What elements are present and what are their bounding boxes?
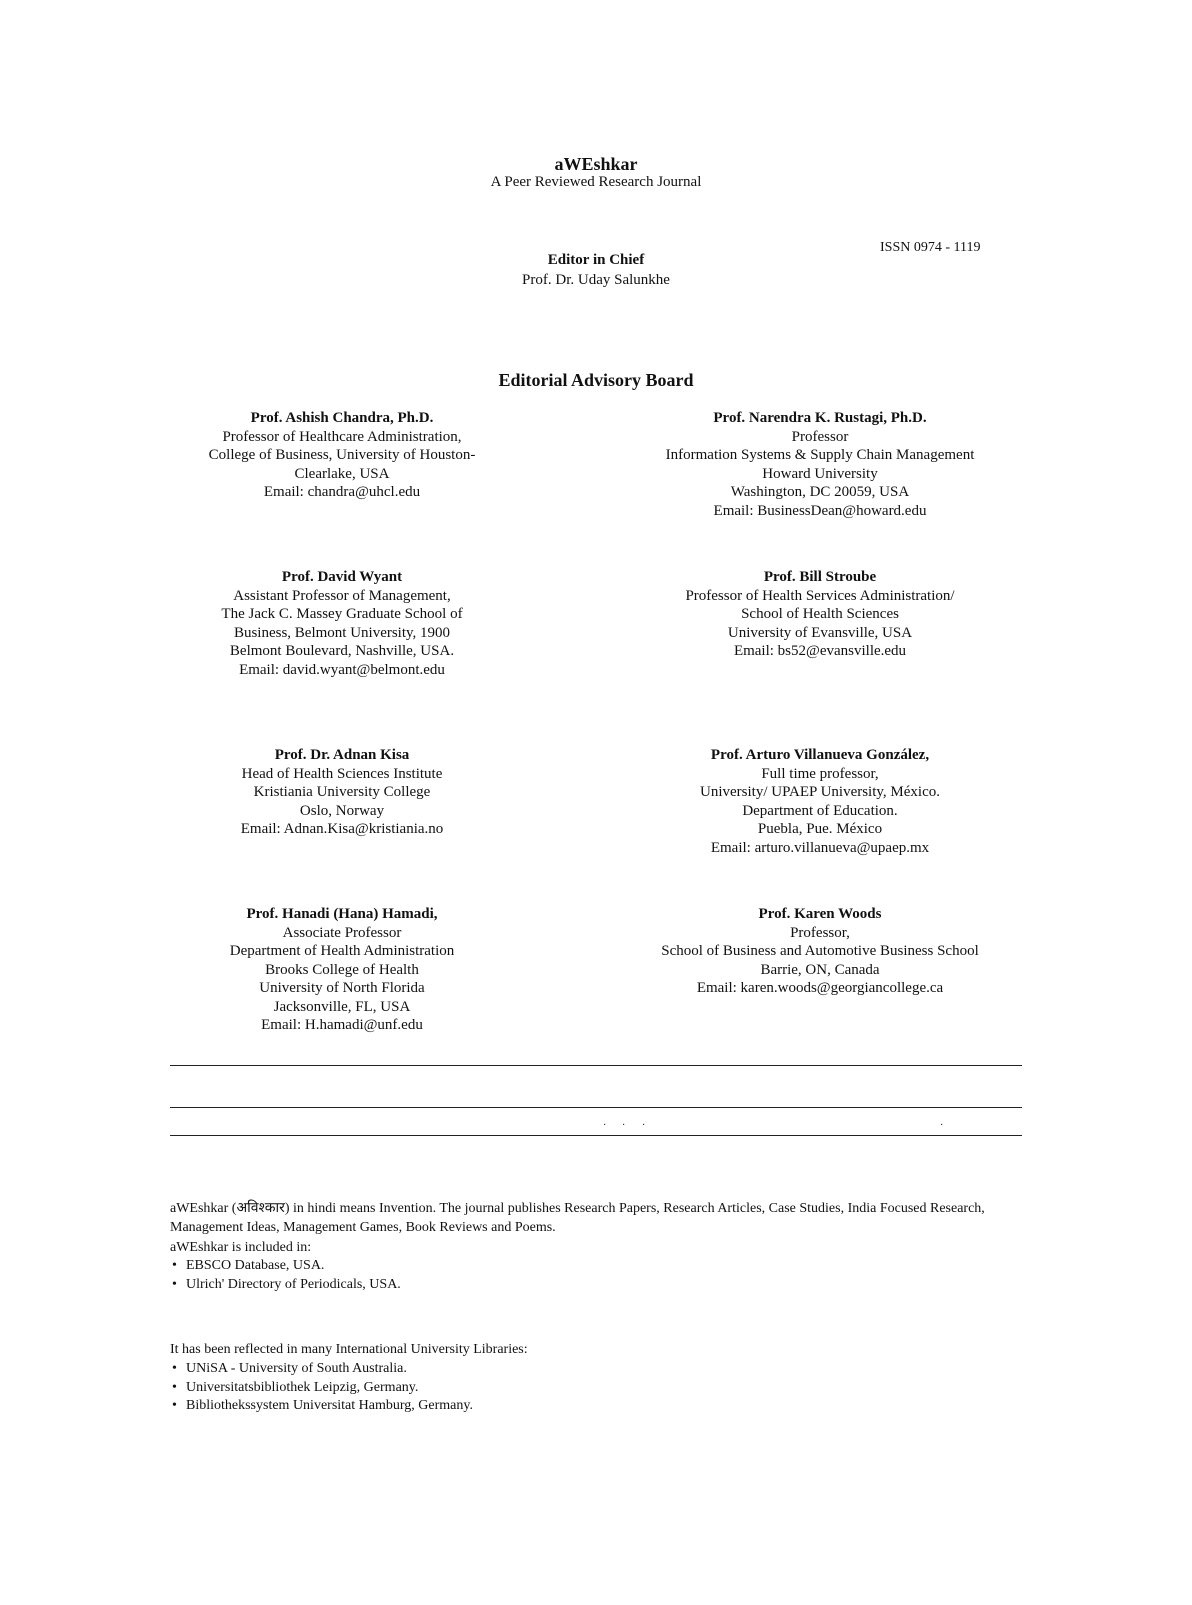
member-name: Prof. Karen Woods <box>758 906 882 922</box>
member-line: University of North Florida <box>259 980 425 996</box>
list-item <box>170 1276 401 1295</box>
member-email: Email: chandra@uhcl.edu <box>263 484 421 500</box>
member-line: The Jack C. Massey Graduate School of <box>221 606 463 622</box>
member-name: Prof. Narendra K. Rustagi, Ph.D. <box>713 410 927 426</box>
journal-subtitle: A Peer Reviewed Research Journal <box>490 174 702 190</box>
included-list <box>170 1257 401 1294</box>
list-item-text: Bibliothekssystem Universitat Hamburg, Germany. <box>186 1398 473 1413</box>
faint-dot: · <box>642 1120 646 1131</box>
board-member <box>122 409 562 502</box>
board-member <box>600 905 1040 998</box>
board-member <box>600 568 1040 661</box>
member-line: College of Business, University of Houston- <box>208 447 476 463</box>
member-name: Prof. Arturo Villanueva González, <box>710 747 930 763</box>
included-label: aWEshkar is included in: <box>170 1240 312 1255</box>
member-line: Barrie, ON, Canada <box>760 961 880 978</box>
member-name: Prof. David Wyant <box>281 569 403 585</box>
member-line: Professor, <box>790 924 850 941</box>
list-item <box>170 1360 473 1379</box>
member-line: Professor of Healthcare Administration, <box>222 428 462 445</box>
member-line: Puebla, Pue. México <box>757 821 883 837</box>
member-line: Clearlake, USA <box>294 465 390 482</box>
board-member <box>600 409 1040 520</box>
issn-label: ISSN 0974 - 1119 <box>880 240 981 255</box>
about-intro: aWEshkar (अविश्कार) in hindi means Invention. The journal publishes Research Papers, Research Articles, Case Studies, India Focused Research, Management Ideas, Management Games, Book Reviews and Poems. <box>170 1201 985 1235</box>
member-line: Washington, DC 20059, USA <box>730 484 910 500</box>
member-line: Information Systems & Supply Chain Management <box>665 447 975 463</box>
member-email: Email: arturo.villanueva@upaep.mx <box>710 839 930 856</box>
member-line: School of Business and Automotive Business School <box>661 943 979 959</box>
member-email: Email: BusinessDean@howard.edu <box>713 502 927 519</box>
member-line: Department of Education. <box>742 802 898 819</box>
faint-dot: · <box>603 1120 607 1131</box>
member-email: Email: karen.woods@georgiancollege.ca <box>696 980 944 996</box>
list-item-text: EBSCO Database, USA. <box>186 1258 325 1273</box>
list-item <box>170 1397 473 1416</box>
divider-rule <box>170 1065 1022 1066</box>
member-line: Oslo, Norway <box>299 802 385 819</box>
member-name: Prof. Ashish Chandra, Ph.D. <box>250 410 434 426</box>
list-item <box>170 1257 401 1276</box>
journal-title: aWEshkar <box>554 154 638 174</box>
editor-in-chief-name: Prof. Dr. Uday Salunkhe <box>522 272 670 288</box>
member-line: Business, Belmont University, 1900 <box>233 624 451 641</box>
editor-in-chief-label: Editor in Chief <box>547 252 645 268</box>
member-email: Email: bs52@evansville.edu <box>733 643 907 659</box>
member-name: Prof. Hanadi (Hana) Hamadi, <box>246 906 438 922</box>
member-line: Howard University <box>762 465 878 482</box>
member-email: Email: Adnan.Kisa@kristiania.no <box>240 821 444 837</box>
libraries-list <box>170 1360 473 1416</box>
board-member <box>600 746 1040 857</box>
member-line: Professor of Health Services Administration/ <box>685 587 955 604</box>
member-line: Associate Professor <box>282 924 402 941</box>
list-item-text: Universitatsbibliothek Leipzig, Germany. <box>186 1379 419 1395</box>
member-line: Brooks College of Health <box>265 961 419 978</box>
bullet-icon: • <box>172 1276 177 1292</box>
libraries-label: It has been reflected in many International University Libraries: <box>170 1342 528 1357</box>
divider-rule <box>170 1135 1022 1136</box>
member-line: University/ UPAEP University, México. <box>700 784 940 800</box>
member-line: Full time professor, <box>761 765 879 782</box>
member-line: Head of Health Sciences Institute <box>241 765 443 782</box>
member-name: Prof. Bill Stroube <box>763 569 877 585</box>
bullet-icon: • <box>172 1258 177 1273</box>
bullet-icon: • <box>172 1379 177 1395</box>
faint-dot: · <box>622 1120 626 1131</box>
divider-rule <box>170 1107 1022 1108</box>
board-title: Editorial Advisory Board <box>498 370 694 390</box>
board-member <box>122 905 562 1035</box>
member-line: University of Evansville, USA <box>727 624 913 641</box>
member-line: School of Health Sciences <box>741 606 899 622</box>
member-line: Professor <box>791 428 849 445</box>
member-line: Belmont Boulevard, Nashville, USA. <box>229 643 455 659</box>
bullet-icon: • <box>172 1398 177 1413</box>
member-line: Jacksonville, FL, USA <box>273 998 411 1015</box>
member-line: Kristiania University College <box>253 784 431 800</box>
list-item-text: Ulrich' Directory of Periodicals, USA. <box>186 1276 401 1292</box>
list-item-text: UNiSA - University of South Australia. <box>186 1361 407 1376</box>
member-line: Assistant Professor of Management, <box>233 587 451 604</box>
board-member <box>122 568 562 679</box>
board-member <box>122 746 562 839</box>
member-email: Email: H.hamadi@unf.edu <box>261 1017 423 1033</box>
list-item <box>170 1379 473 1398</box>
bullet-icon: • <box>172 1361 177 1376</box>
member-email: Email: david.wyant@belmont.edu <box>239 661 445 678</box>
member-line: Department of Health Administration <box>229 943 455 959</box>
faint-dot: · <box>940 1120 944 1131</box>
member-name: Prof. Dr. Adnan Kisa <box>274 747 410 763</box>
